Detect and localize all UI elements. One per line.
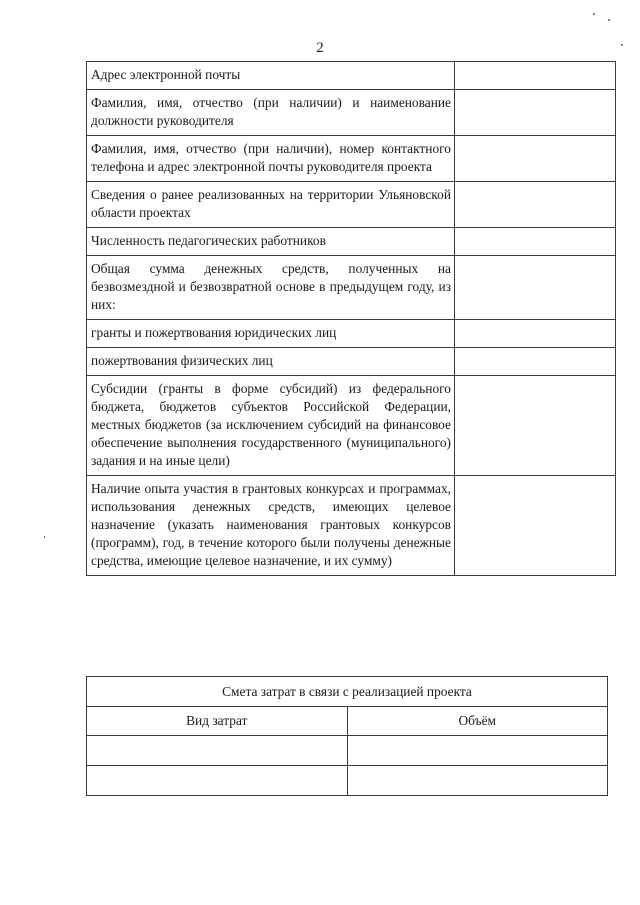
table-row [87,348,616,376]
scan-speck [593,13,595,15]
page-number: 2 [316,40,324,56]
table-row [87,228,616,256]
table-row [87,376,616,476]
table-row [87,136,616,182]
row-value-subsidies[interactable] [455,376,616,476]
column-header-expense-type: Вид затрат [87,707,348,736]
table-row [87,736,608,766]
row-label-total-funds: Общая сумма денежных средств, полученных на безвозмездной и безвозвратной основе в предыдущем году, из них: [87,256,455,320]
table-row [87,476,616,576]
row-label-email: Адрес электронной почты [87,62,455,90]
row-value-grant-experience[interactable] [455,476,616,576]
table-row [87,62,616,90]
table-row [87,320,616,348]
row-value-head-name[interactable] [455,90,616,136]
row-label-subsidies: Субсидии (гранты в форме субсидий) из федерального бюджета, бюджетов субъектов Российской Федерации, местных бюджетов (за исключением субсидий на финансовое обеспечение выполнения государственного (муниципального) задания и на иные цели) [87,376,455,476]
row-label-previous-projects: Сведения о ранее реализованных на территории Ульяновской области проектах [87,182,455,228]
scan-speck [44,536,45,538]
applicant-info-table [86,61,616,576]
row-value-previous-projects[interactable] [455,182,616,228]
row-label-individual-donations: пожертвования физических лиц [87,348,455,376]
budget-table-title: Смета затрат в связи с реализацией проекта [87,677,608,707]
table-row [87,182,616,228]
table-title-row [87,677,608,707]
row-label-head-name: Фамилия, имя, отчество (при наличии) и наименование должности руководителя [87,90,455,136]
row-label-legal-entity-grants: гранты и пожертвования юридических лиц [87,320,455,348]
expense-type-cell[interactable] [87,766,348,796]
row-value-teacher-count[interactable] [455,228,616,256]
row-label-grant-experience: Наличие опыта участия в грантовых конкурсах и программах, использования денежных средств, имеющих целевое назначение (указать наименования грантовых конкурсов (программ), год, в течение которого были получены денежные средства, имеющие целевое назначение, и их сумму) [87,476,455,576]
budget-estimate-table [86,676,608,796]
expense-type-cell[interactable] [87,736,348,766]
table-row [87,766,608,796]
table-header-row [87,707,608,736]
row-label-project-lead-contacts: Фамилия, имя, отчество (при наличии), номер контактного телефона и адрес электронной почты руководителя проекта [87,136,455,182]
row-value-total-funds[interactable] [455,256,616,320]
table-row [87,256,616,320]
row-label-teacher-count: Численность педагогических работников [87,228,455,256]
volume-cell[interactable] [347,736,608,766]
scan-speck [621,44,623,46]
row-value-email[interactable] [455,62,616,90]
scan-speck [608,19,610,21]
row-value-individual-donations[interactable] [455,348,616,376]
row-value-project-lead-contacts[interactable] [455,136,616,182]
row-value-legal-entity-grants[interactable] [455,320,616,348]
table-row [87,90,616,136]
column-header-volume: Объём [347,707,608,736]
volume-cell[interactable] [347,766,608,796]
